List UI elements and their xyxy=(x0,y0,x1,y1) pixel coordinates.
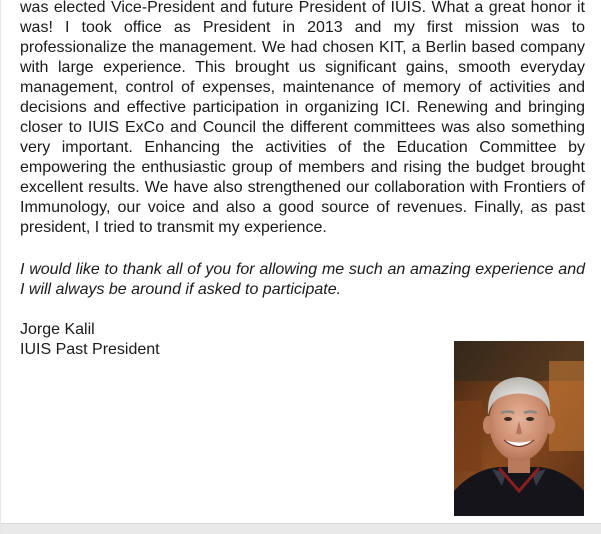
author-photo xyxy=(454,341,584,516)
main-paragraph: was elected Vice-President and future President of IUIS. What a great honor it was! I took office as President in 2013 and my first mission was to professionalize the management. We had chosen KIT, a Berlin based company with large experience. This brought us significant gains, smooth everyday management, control of expenses, maintenance of memory of activities and decisions and effective participation in organizing ICI. Renewing and bringing closer to IUIS ExCo and Council the different committees was also something very important. Enhancing the activities of the Education Committee by empowering the enthusiastic group of members and rising the budget brought excellent results. We have also strengthened our collaboration with Frontiers of Immunology, our voice and also a good source of revenues. Finally, as past president, I tried to transmit my experience. xyxy=(20,0,585,236)
page-footer-strip xyxy=(1,523,601,534)
closing-paragraph: I would like to thank all of you for allowing me such an amazing experience and I will always be around if asked to participate. xyxy=(20,261,585,298)
signature-name: Jorge Kalil xyxy=(20,321,95,338)
signature-title: IUIS Past President xyxy=(20,341,160,358)
